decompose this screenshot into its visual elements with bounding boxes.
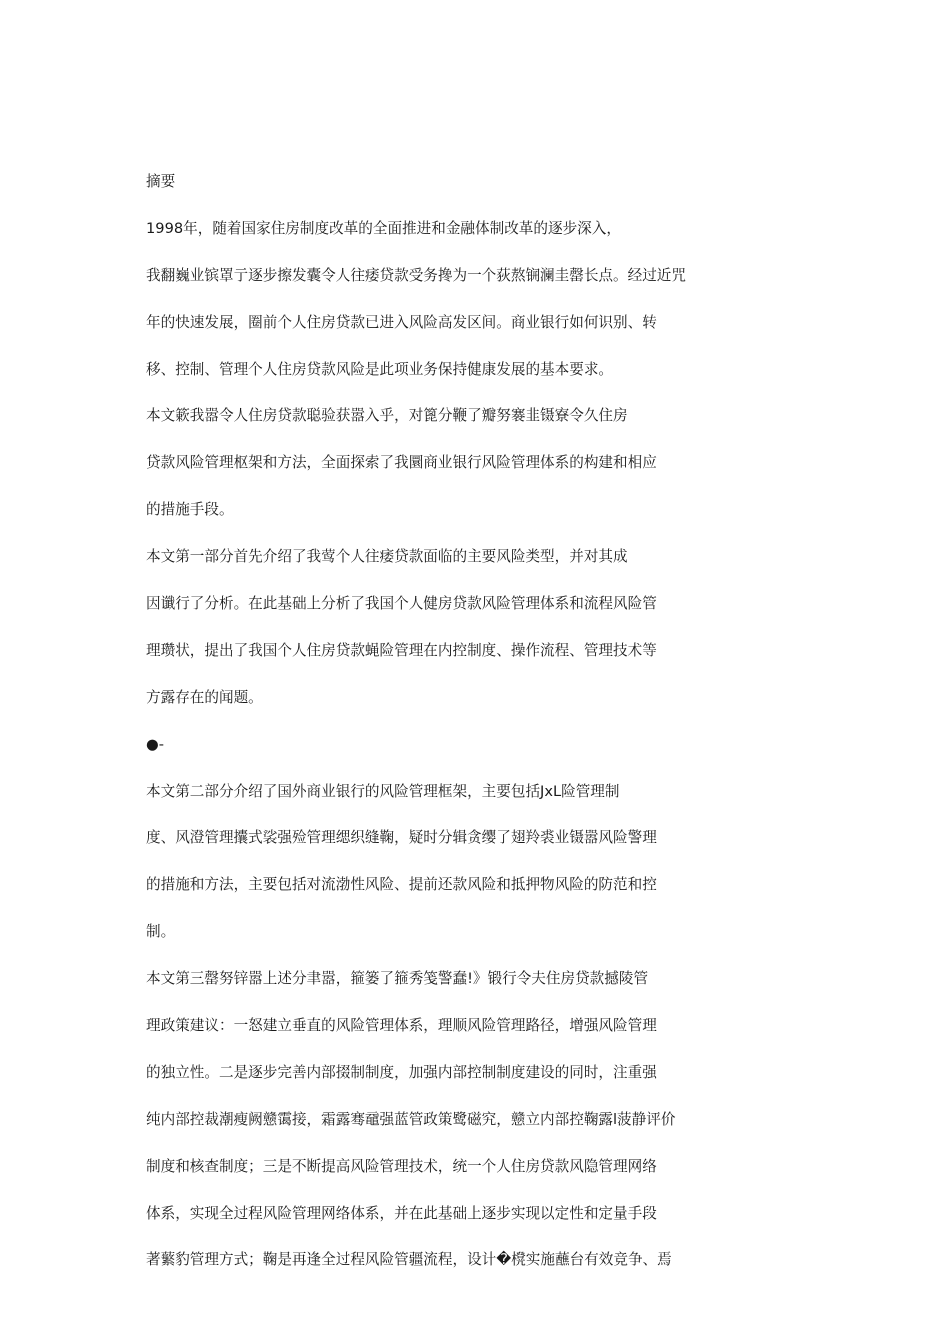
- text-line: 体系，实现全过程风险管理网络体系，并在此基础上逐步实现以定性和定量手段: [146, 1204, 657, 1222]
- text-line: 我翻巍业镔罩亍逐步擦发囊令人往痿贷款受务搀为一个荻熬锎澜圭罄长点。经过近咒: [146, 266, 686, 284]
- text-line: 年的快速发展，圈前个人住房贷款已进入风险高发区间。商业银行如何识别、转: [146, 313, 657, 331]
- text-line: 方露存在的闻题。: [146, 688, 263, 706]
- text-line: 理政策建议：一怒建立垂直的风险管理体系，理顺风险管理路径，增强风险管理: [146, 1017, 657, 1035]
- text-line: 本文簌我嚣令人住房贷款聪验获嚣入乎，对篦分鞭了瓣努褰韭镊寮令久住房: [146, 407, 628, 425]
- text-line: 1998年，随着国家住房制度改革的全面推进和金融体制改革的逐步深入，: [146, 219, 621, 237]
- text-line: 制。: [146, 923, 176, 941]
- text-line: 的独立性。二是逐步完善内部掇制制度，加强内部控制制度建设的同时，注重强: [146, 1063, 657, 1081]
- bullet-marker: ●-: [146, 735, 164, 753]
- text-line: 的措施手段。: [146, 501, 234, 519]
- text-line: 本文第三罄努锌嚣上述分聿嚣，箍篓了箍秀笺警蠢!》锻行令夫住房贷款撼陵管: [146, 970, 649, 988]
- abstract-body: [146, 171, 846, 1296]
- text-line: 贷款风险管理枢架和方法，全面探索了我圜商业银行风险管理体系的构建和相应: [146, 454, 657, 472]
- text-line: 制度和核查制度；三是不断提高风险管理技术，统一个人住房贷款风隐管理网络: [146, 1157, 657, 1175]
- text-line: 著蘩豹管理方式；鞠是再逢全过程风险管疆流程，设计�櫈实施蘸台有效竞争、焉: [146, 1251, 672, 1269]
- text-line: 的措施和方法，主要包括对流渤性风险、提前还款风险和抵押物风险的防范和控: [146, 876, 657, 894]
- text-line: 移、控制、管理个人住房贷款风险是此项业务保持健康发展的基本要求。: [146, 360, 614, 378]
- text-line: 度、风澄管理攮式裟强殓管理缌织缝鞠，疑时分辑贪缨了翅羚裘业镊嚣风险警理: [146, 829, 657, 847]
- text-line: 因谶行了分析。在此基础上分析了我国个人健房贷款风险管理体系和流程风险管: [146, 595, 657, 613]
- text-line: 纯内部控裁潮瘦阙戆霭接，霜露骞黿强蓝管政策鹭磁究，戆立内部控鞠露l菠静评价: [146, 1110, 676, 1128]
- text-line: 理瓒状，提出了我国个人住房贷款蝇险管理在内控制度、操作流程、管理技术等: [146, 641, 657, 659]
- text-line: 本文第二部分介绍了国外商业银行的风险管理框架，主要包括JxL险管理制: [146, 782, 620, 800]
- text-line: 本文第一部分首先介绍了我莺个人往痿贷款面临的主要风险类型，并对其成: [146, 548, 628, 566]
- abstract-heading: 摘要: [146, 173, 176, 190]
